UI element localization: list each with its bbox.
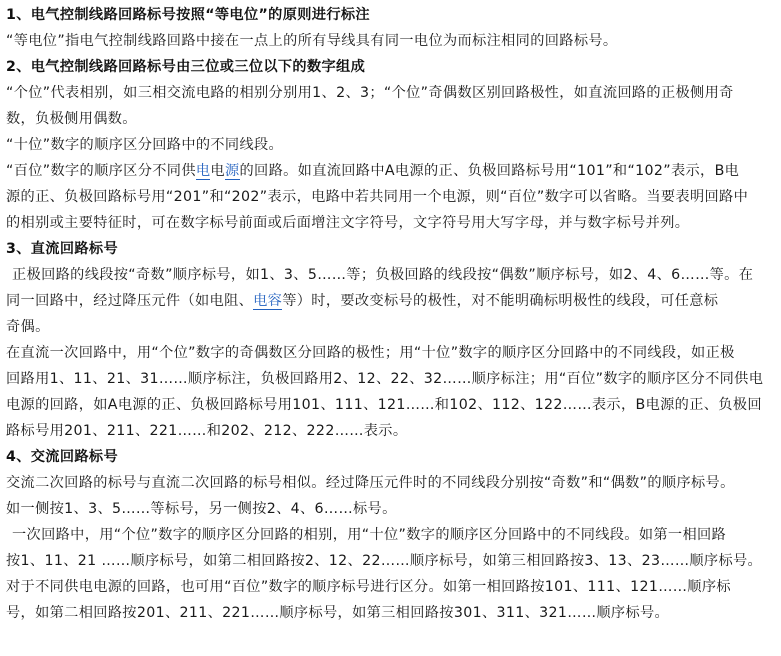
section-3-paragraph-1-line-1: 正极回路的线段按“奇数”顺序标号，如1、3、5……等；负极回路的线段按“偶数”顺序标号，如2、4、6……等。在 [12, 267, 754, 283]
section-2-heading: 2、电气控制线路回路标号由三位或三位以下的数字组成 [6, 59, 366, 75]
text-segment: 电 [210, 163, 225, 179]
section-3-paragraph-2-line-1: 在直流一次回路中，用“个位”数字的奇偶数区分回路的极性；用“十位”数字的顺序区分回路中的不同线段，如正极 [6, 345, 735, 361]
section-1-heading: 1、电气控制线路回路标号按照“等电位”的原则进行标注 [6, 7, 370, 23]
section-2-paragraph-3-line-2: 源的正、负极回路标号用“201”和“202”表示，电路中若共同用一个电源，则“百位”数字可以省略。当要表明回路中 [6, 189, 749, 205]
section-1-paragraph: “等电位”指电气控制线路回路中接在一点上的所有导线具有同一电位为而标注相同的回路标号。 [6, 33, 618, 49]
section-2-paragraph-1-line-2: 数，负极侧用偶数。 [6, 111, 137, 127]
section-3-paragraph-2-line-2: 回路用1、11、21、31……顺序标注，负极回路用2、12、22、32……顺序标注；用“百位”数字的顺序区分不同供电 [6, 371, 764, 387]
section-3-heading: 3、直流回路标号 [6, 241, 118, 257]
section-4-paragraph-2-line-1: 一次回路中，用“个位”数字的顺序区分回路的相别，用“十位”数字的顺序区分回路中的不同线段。如第一相回路 [12, 527, 727, 543]
section-3-paragraph-1-line-3: 奇偶。 [6, 319, 50, 335]
section-4-paragraph-3-line-1: 对于不同供电电源的回路，也可用“百位”数字的顺序标号进行区分。如第一相回路按101、111、121……顺序标 [6, 579, 731, 595]
section-3-paragraph-2-line-3: 电源的回路，如A电源的正、负极回路标号用101、111、121……和102、112、122……表示，B电源的正、负极回 [6, 397, 762, 413]
link-capacitor[interactable]: 电容 [253, 293, 283, 309]
section-4-paragraph-2-line-2: 按1、11、21 ……顺序标号，如第二相回路按2、12、22……顺序标号，如第三相回路按3、13、23……顺序标号。 [6, 553, 763, 569]
text-segment: 等）时，要改变标号的极性，对不能明确标明极性的线段，可任意标 [282, 293, 719, 309]
text-segment: 同一回路中，经过降压元件（如电阻、 [6, 293, 254, 309]
section-3-paragraph-1-line-2 [6, 288, 775, 314]
section-4-heading: 4、交流回路标号 [6, 449, 118, 465]
link-electric[interactable]: 电 [195, 163, 211, 179]
text-segment: 的回路。如直流回路中A电源的正、负极回路标号用“101”和“102”表示，B电 [239, 163, 740, 179]
section-2-paragraph-3-line-1 [6, 158, 775, 184]
text-segment: “百位”数字的顺序区分不同供 [6, 163, 196, 179]
section-4-paragraph-3-line-2: 号，如第二相回路按201、211、221……顺序标号，如第三相回路按301、311、321……顺序标号。 [6, 605, 670, 621]
section-2-paragraph-3-line-3: 的相别或主要特征时，可在数字标号前面或后面增注文字符号，文字符号用大写字母，并与数字标号并列。 [6, 215, 690, 231]
section-4-paragraph-1-line-2: 如一侧按1、3、5……等标号，另一侧按2、4、6……标号。 [6, 501, 397, 517]
section-2-paragraph-2: “十位”数字的顺序区分回路中的不同线段。 [6, 137, 284, 153]
section-3-paragraph-2-line-4: 路标号用201、211、221……和202、212、222……表示。 [6, 423, 408, 439]
section-2-paragraph-1-line-1: “个位”代表相别，如三相交流电路的相别分别用1、2、3；“个位”奇偶数区别回路极性，如直流回路的正极侧用奇 [6, 85, 734, 101]
section-4-paragraph-1-line-1: 交流二次回路的标号与直流二次回路的标号相似。经过降压元件时的不同线段分别按“奇数”和“偶数”的顺序标号。 [6, 475, 735, 491]
link-source[interactable]: 源 [224, 163, 240, 179]
